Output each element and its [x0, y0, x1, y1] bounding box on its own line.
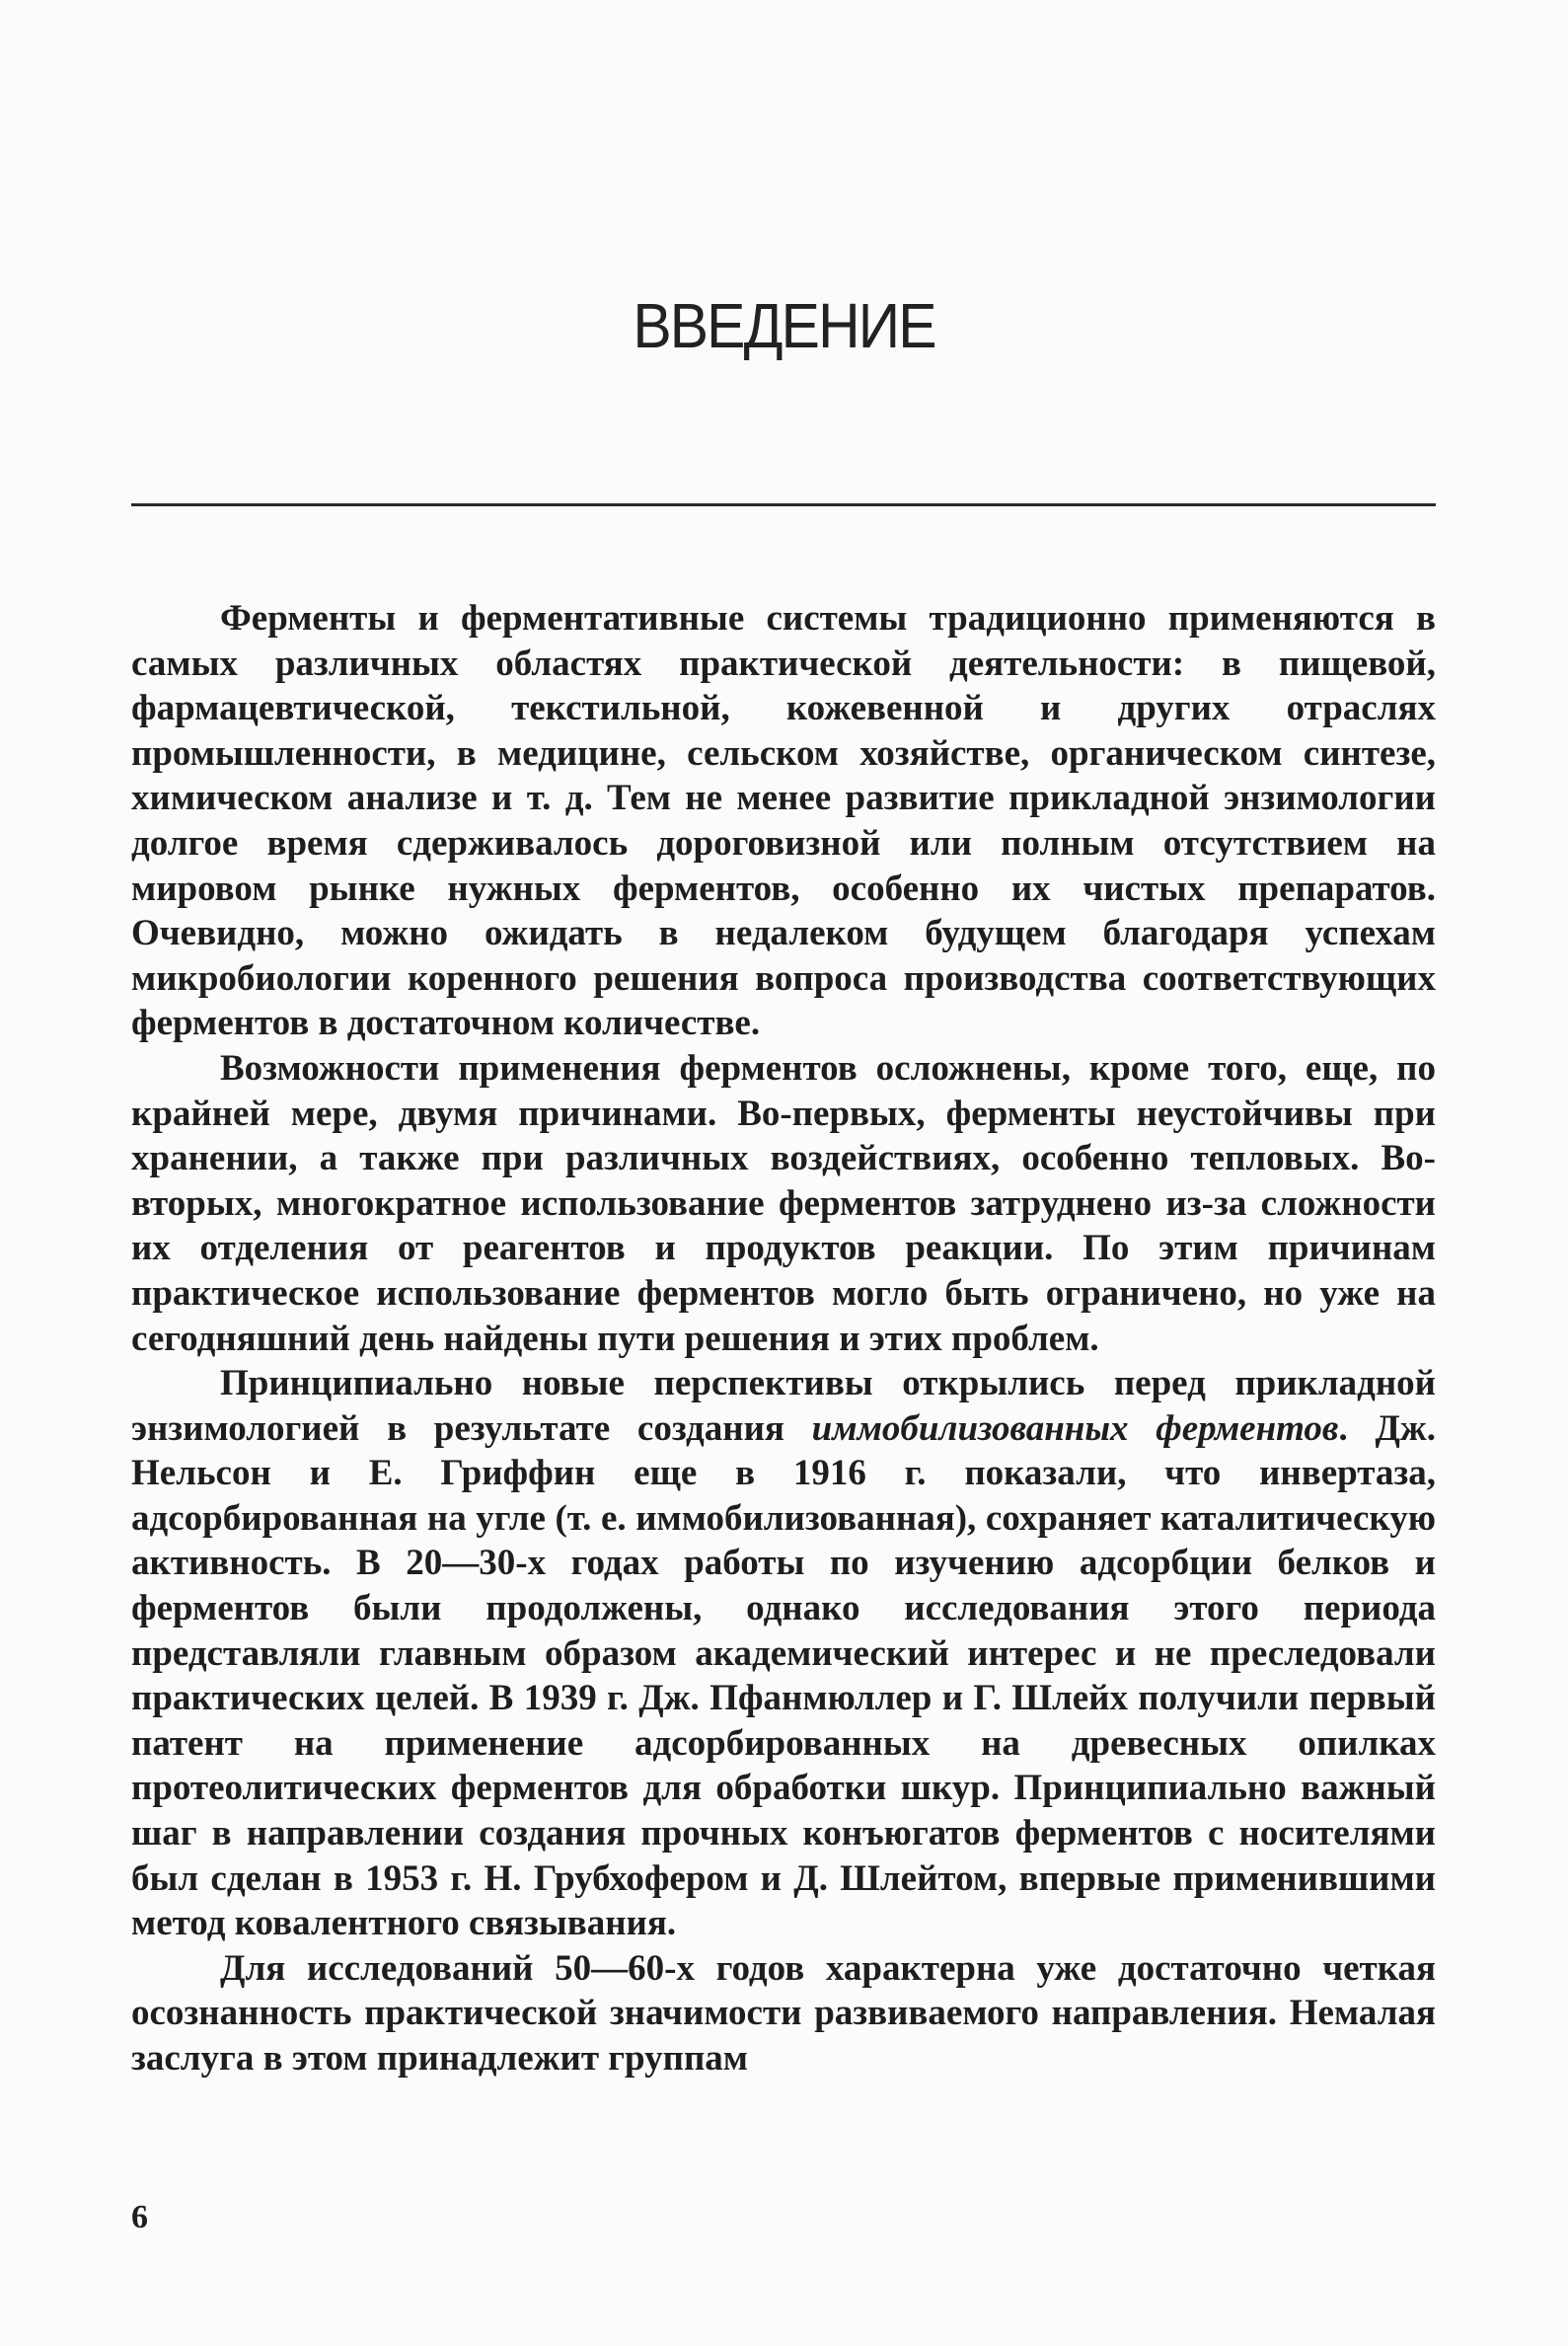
- paragraph-3-text-after: . Дж. Нельсон и Е. Гриффин еще в 1916 г. показали, что инвертаза, адсорбированная на угле (т. е. иммобилизованная), сохраняет каталитическую активность. В 20—30-х годах работы по изучению адсорбции белков и ферментов были продолжены, однако исследования этого периода представляли главным образом академический интерес и не преследовали практических целей. В 1939 г. Дж. Пфанмюллер и Г. Шлейх получили первый патент на применение адсорбированных на древесных опилках протеолитических ферментов для обработки шкур. Принципиально важный шаг в направлении создания прочных конъюгатов ферментов с носителями был сделан в 1953 г. Н. Грубхофером и Д. Шлейтом, впервые применившими метод ковалентного связывания.: [131, 1407, 1436, 1944]
- paragraph-2: [131, 1046, 1436, 1361]
- title-divider-rule: [131, 503, 1436, 506]
- page-number: 6: [131, 2199, 148, 2235]
- paragraph-1-text: Ферменты и ферментативные системы традиционно применяются в самых различных областях практической деятельности: в пищевой, фармацевтической, текстильной, кожевенной и других отраслях промышленности, в медицине, сельском хозяйстве, органическом синтезе, химическом анализе и т. д. Тем не менее развитие прикладной энзимологии долгое время сдерживалось дороговизной или полным отсутствием на мировом рынке нужных ферментов, особенно их чистых препаратов. Очевидно, можно ожидать в недалеком будущем благодаря успехам микробиологии коренного решения вопроса производства соответствующих ферментов в достаточном количестве.: [131, 598, 1436, 1044]
- emphasized-term: иммобилизованных ферментов: [811, 1407, 1339, 1449]
- paragraph-4: [131, 1946, 1436, 2081]
- paragraph-1: [131, 596, 1436, 1046]
- body-text: [131, 596, 1436, 2081]
- paragraph-3-text-before: Принципиально новые перспективы открылись перед прикладной энзимологией в результате создания: [131, 1363, 1436, 1449]
- paragraph-3: [131, 1361, 1436, 1946]
- paragraph-4-text: Для исследований 50—60-х годов характерна уже достаточно четкая осознанность практической значимости развиваемого направления. Немалая заслуга в этом принадлежит группам: [131, 1947, 1436, 2079]
- chapter-title: ВВЕДЕНИЕ: [633, 289, 935, 361]
- paragraph-2-text: Возможности применения ферментов осложнены, кроме того, еще, по крайней мере, двумя причинами. Во-первых, ферменты неустойчивы при хранении, а также при различных воздействиях, особенно тепловых. Во-вторых, многократное использование ферментов затруднено из-за сложности их отделения от реагентов и продуктов реакции. По этим причинам практическое использование ферментов могло быть ограничено, но уже на сегодняшний день найдены пути решения и этих проблем.: [131, 1047, 1436, 1359]
